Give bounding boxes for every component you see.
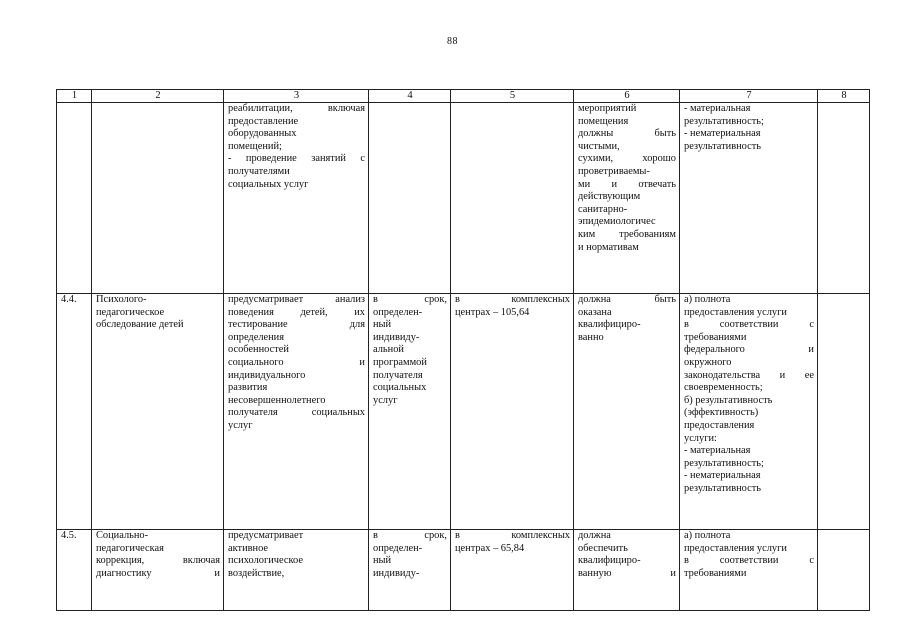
cell-line: а) полнота [684, 530, 731, 541]
cell-line: требованиями [684, 567, 747, 579]
cell-line: педагогическое [96, 306, 165, 318]
header-cell: 7 [680, 90, 818, 103]
cell-line: мероприятий [578, 103, 637, 114]
notes-cell [818, 103, 870, 294]
cell-line: ный [373, 319, 392, 331]
cell-line: должна [578, 530, 611, 541]
cell-line: в срок, [373, 530, 447, 541]
cell-line: проветриваемы- [578, 165, 650, 177]
cell-line: квалифициро- [578, 319, 641, 331]
cell-line: психологическое [228, 555, 303, 567]
cell-line: социального и [228, 356, 365, 368]
table-row [57, 530, 870, 611]
cell-line: в срок, [373, 294, 447, 305]
cell-line: в комплексных [455, 294, 570, 305]
term-cell [369, 294, 451, 530]
cell-line: несовершеннолетнего [228, 394, 326, 406]
cell-line: законодательства и ее [684, 369, 814, 381]
quality-cell [574, 103, 680, 294]
cell-line: центрах – 105,64 [455, 306, 530, 318]
notes-cell [818, 294, 870, 530]
cell-line: воздействие, [228, 567, 285, 579]
cell-line: предоставления услуги [684, 542, 787, 554]
cell-line: - нематериальная [684, 128, 761, 140]
cell-line: действующим [578, 191, 641, 203]
cell-line: - материальная [684, 103, 751, 114]
cell-line: индивиду- [373, 567, 420, 579]
cell-line: ким требованиям [578, 228, 676, 240]
cell-line: должна быть [578, 294, 676, 305]
cell-line: и нормативам [578, 241, 639, 253]
cell-line: индивидуального [228, 369, 306, 381]
cell-line: альной [373, 344, 404, 356]
cell-line: определен- [373, 306, 423, 318]
table-row [57, 103, 870, 294]
cell-line: в соответствии с [684, 319, 814, 331]
cell-line: определен- [373, 542, 423, 554]
cell-line: в комплексных [455, 530, 570, 541]
term-cell [369, 103, 451, 294]
cell-line: активное [228, 542, 269, 554]
notes-cell [818, 530, 870, 611]
description-cell [224, 103, 369, 294]
cell-line: предусматривает [228, 530, 304, 541]
service-name-cell [92, 103, 224, 294]
service-name-cell [92, 294, 224, 530]
cell-line: ми и отвечать [578, 178, 676, 190]
cell-line: определения [228, 331, 285, 343]
header-cell: 6 [574, 90, 680, 103]
cell-line: в соответствии с [684, 555, 814, 567]
row-number-cell [57, 530, 92, 611]
cell-line: педагогическая [96, 542, 164, 554]
cell-line: программой [373, 356, 427, 368]
cell-line: получателя социальных [228, 407, 365, 419]
cell-line: оказана [578, 306, 612, 318]
header-cell: 4 [369, 90, 451, 103]
cell-line: развития [228, 382, 268, 394]
service-name-cell [92, 530, 224, 611]
header-cell: 3 [224, 90, 369, 103]
cell-line: услуги: [684, 432, 717, 444]
cell-line: окружного [684, 356, 732, 368]
page-number: 88 [447, 36, 458, 47]
cell-line: предоставление [228, 115, 299, 127]
cell-line: (эффективность) [684, 407, 759, 419]
cell-line: обследование детей [96, 319, 184, 331]
services-table [56, 89, 870, 611]
cell-line: услуг [228, 419, 253, 431]
tariff-cell [451, 530, 574, 611]
cell-line: ванную и [578, 567, 676, 579]
cell-line: а) полнота [684, 294, 731, 305]
cell-line: социальных [373, 382, 427, 394]
cell-line: предусматривает анализ [228, 294, 365, 305]
description-cell [224, 530, 369, 611]
cell-line: эпидемиологичес [578, 216, 656, 228]
cell-line: 4.4. [61, 294, 77, 305]
evaluation-cell [680, 103, 818, 294]
cell-line: чистыми, [578, 140, 620, 152]
cell-line: помещений; [228, 140, 282, 152]
cell-line: ванно [578, 331, 604, 343]
cell-line: результативность; [684, 115, 764, 127]
cell-line: - проведение занятий с [228, 153, 365, 165]
cell-line: социальных услуг [228, 178, 309, 190]
header-cell: 8 [818, 90, 870, 103]
quality-cell [574, 530, 680, 611]
evaluation-cell [680, 294, 818, 530]
tariff-cell [451, 103, 574, 294]
cell-line: 4.5. [61, 530, 77, 541]
row-number-cell [57, 103, 92, 294]
row-number-cell [57, 294, 92, 530]
cell-line: сухими, хорошо [578, 153, 676, 165]
term-cell [369, 530, 451, 611]
cell-line: - нематериальная [684, 470, 761, 482]
cell-line: помещения [578, 115, 629, 127]
cell-line: оборудованных [228, 128, 297, 140]
header-cell: 5 [451, 90, 574, 103]
cell-line: квалифициро- [578, 555, 641, 567]
cell-line: федерального и [684, 344, 814, 356]
header-row [57, 90, 870, 103]
cell-line: индивиду- [373, 331, 420, 343]
cell-line: предоставления [684, 419, 755, 431]
cell-line: получателя [373, 369, 423, 381]
cell-line: коррекция, включая [96, 555, 220, 567]
tariff-cell [451, 294, 574, 530]
cell-line: своевременность; [684, 382, 763, 394]
cell-line: - материальная [684, 445, 751, 457]
cell-line: требованиями [684, 331, 747, 343]
cell-line: услуг [373, 394, 398, 406]
evaluation-cell [680, 530, 818, 611]
cell-line: Психолого- [96, 294, 147, 305]
cell-line: получателями [228, 165, 290, 177]
cell-line: должны быть [578, 128, 676, 140]
header-cell: 1 [57, 90, 92, 103]
cell-line: санитарно- [578, 203, 628, 215]
table-row [57, 294, 870, 530]
cell-line: результативность; [684, 457, 764, 469]
cell-line: ный [373, 555, 392, 567]
cell-line: предоставления услуги [684, 306, 787, 318]
cell-line: диагностику и [96, 567, 220, 579]
description-cell [224, 294, 369, 530]
cell-line: обеспечить [578, 542, 628, 554]
cell-line: тестирование для [228, 319, 365, 331]
cell-line: Социально- [96, 530, 149, 541]
header-cell: 2 [92, 90, 224, 103]
cell-line: результативность [684, 140, 762, 152]
cell-line: б) результативность [684, 394, 773, 406]
cell-line: особенностей [228, 344, 289, 356]
quality-cell [574, 294, 680, 530]
cell-line: результативность [684, 482, 762, 494]
cell-line: поведения детей, их [228, 306, 365, 318]
cell-line: реабилитации, включая [228, 103, 365, 114]
cell-line: центрах – 65,84 [455, 542, 525, 554]
